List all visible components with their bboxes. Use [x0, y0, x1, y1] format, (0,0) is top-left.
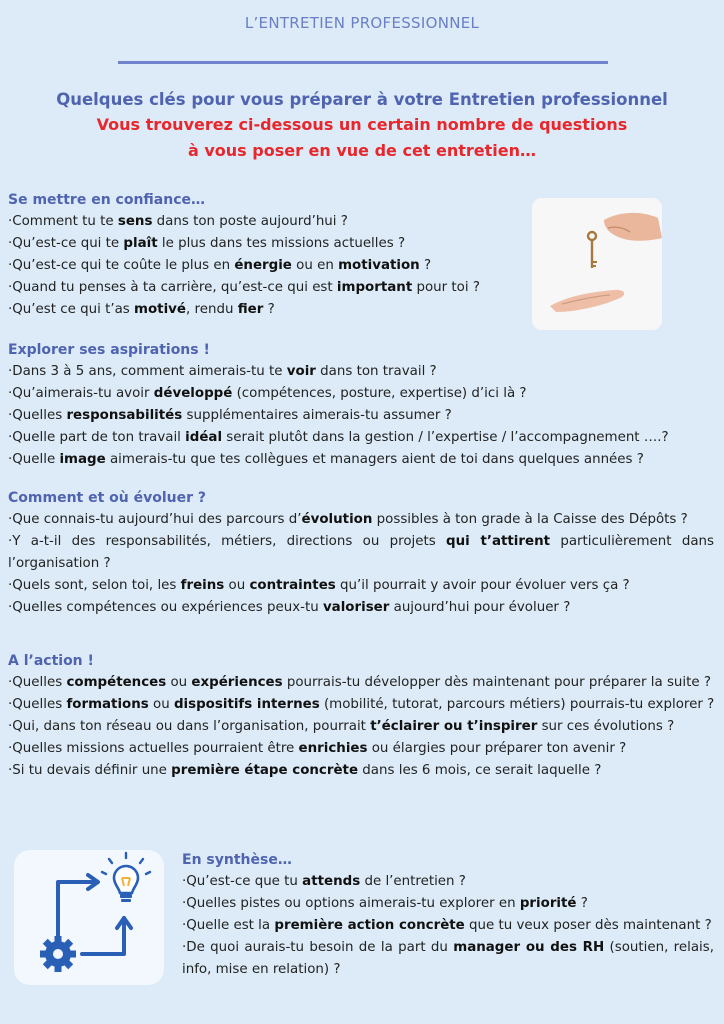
question-text: dans les 6 mois, ce serait laquelle ?	[358, 763, 602, 778]
question-text: serait plutôt dans la gestion / l’expertise / l’accompagnement ….?	[222, 430, 669, 445]
question-text: ·Quelles	[8, 697, 67, 712]
section-title: Comment et où évoluer ?	[8, 490, 207, 506]
keyword-emphasis: motivé	[134, 302, 186, 317]
lightbulb-gear-cycle-icon	[14, 850, 164, 985]
question-text: ·Qu’aimerais-tu avoir	[8, 386, 154, 401]
keyword-emphasis: évolution	[301, 512, 373, 527]
question-text: aujourd’hui pour évoluer ?	[389, 600, 571, 615]
question-text: ·Quelles	[8, 408, 67, 423]
question-text: pourrais-tu développer dès maintenant pour préparer la suite ?	[282, 675, 711, 690]
question-text: ·Comment tu te	[8, 214, 118, 229]
keyword-emphasis: image	[59, 452, 106, 467]
keyword-emphasis: plaît	[123, 236, 158, 251]
question-text: ?	[576, 896, 588, 911]
keyword-emphasis: important	[336, 280, 413, 295]
intro-heading: Quelques clés pour vous préparer à votre Entretien professionnel	[56, 90, 668, 109]
question-item	[8, 531, 714, 575]
keyword-emphasis: sens	[117, 214, 153, 229]
question-text: que tu veux poser dès maintenant ?	[464, 918, 712, 933]
document-header: L’ENTRETIEN PROFESSIONNEL	[244, 14, 480, 32]
question-item	[8, 672, 714, 694]
question-text: ·Quels sont, selon toi, les	[8, 578, 181, 593]
question-item	[8, 694, 714, 716]
section-title: En synthèse…	[182, 852, 292, 868]
keyword-emphasis: contraintes	[249, 578, 336, 593]
key-hand-illustration	[532, 198, 662, 330]
question-text: ·Qui, dans ton réseau ou dans l’organisation, pourrait	[8, 719, 371, 734]
question-text: possibles à ton grade à la Caisse des Dépôts ?	[372, 512, 688, 527]
question-item	[182, 871, 714, 893]
question-text: qu’il pourrait y avoir pour évoluer vers ça ?	[335, 578, 630, 593]
question-text: ou élargies pour préparer ton avenir ?	[367, 741, 627, 756]
section-title: Explorer ses aspirations !	[8, 342, 210, 358]
lightbulb-gear-icon-panel	[14, 850, 164, 985]
question-text: dans ton poste aujourd’hui ?	[152, 214, 348, 229]
question-text: ·Si tu devais définir une	[8, 763, 172, 778]
question-item	[8, 405, 714, 427]
section-title: Se mettre en confiance…	[8, 192, 205, 208]
keyword-emphasis: fier	[237, 302, 264, 317]
keyword-emphasis: priorité	[519, 896, 577, 911]
question-item	[8, 383, 714, 405]
question-text: ·Quelle	[8, 452, 60, 467]
question-item	[182, 893, 714, 915]
question-text: ?	[263, 302, 275, 317]
question-text: , rendu	[186, 302, 238, 317]
question-text: le plus dans tes missions actuelles ?	[157, 236, 406, 251]
question-text: de l’entretien ?	[360, 874, 466, 889]
question-item	[8, 449, 714, 471]
section-action	[8, 650, 714, 782]
question-text: pour toi ?	[412, 280, 480, 295]
keyword-emphasis: voir	[286, 364, 316, 379]
question-text: ·Quelle part de ton travail	[8, 430, 186, 445]
intro-block	[0, 88, 724, 164]
question-text: ou en	[291, 258, 339, 273]
question-item	[8, 509, 714, 531]
section-synthesis	[182, 849, 714, 981]
intro-subheading-line2: à vous poser en vue de cet entretien…	[187, 141, 537, 160]
hand-giving-key-photo	[532, 198, 662, 330]
keyword-emphasis: formations	[66, 697, 149, 712]
question-item	[8, 738, 714, 760]
question-text: ·Qu’est-ce qui te	[8, 236, 124, 251]
keyword-emphasis: t’éclairer ou t’inspirer	[370, 719, 538, 734]
intro-subheading-line1: Vous trouverez ci-dessous un certain nombre de questions	[96, 115, 628, 134]
keyword-emphasis: enrichies	[298, 741, 368, 756]
question-text: (compétences, posture, expertise) d’ici là ?	[232, 386, 527, 401]
keyword-emphasis: première action concrète	[274, 918, 465, 933]
keyword-emphasis: manager ou des RH	[453, 940, 605, 955]
question-item	[8, 597, 714, 619]
question-text: ·Quand tu penses à ta carrière, qu’est-ce qui est	[8, 280, 337, 295]
question-text: dans ton travail ?	[315, 364, 437, 379]
keyword-emphasis: expériences	[191, 675, 283, 690]
question-text: ·Qu’est-ce qui te coûte le plus en	[8, 258, 235, 273]
question-item	[8, 361, 714, 383]
question-text: ·Quelles pistes ou options aimerais-tu explorer en	[182, 896, 520, 911]
question-item	[182, 915, 714, 937]
question-text: ·Quelle est la	[182, 918, 275, 933]
keyword-emphasis: compétences	[66, 675, 167, 690]
question-item	[182, 937, 714, 981]
question-text: ·Dans 3 à 5 ans, comment aimerais-tu te	[8, 364, 287, 379]
question-text: ·Quelles	[8, 675, 67, 690]
keyword-emphasis: idéal	[185, 430, 223, 445]
header-divider	[118, 61, 608, 64]
keyword-emphasis: dispositifs internes	[173, 697, 320, 712]
question-text: ?	[419, 258, 432, 273]
question-text: (mobilité, tutorat, parcours métiers) pourrais-tu explorer ?	[319, 697, 715, 712]
keyword-emphasis: valoriser	[322, 600, 390, 615]
keyword-emphasis: attends	[302, 874, 361, 889]
keyword-emphasis: freins	[180, 578, 225, 593]
question-text: supplémentaires aimerais-tu assumer ?	[182, 408, 452, 423]
question-item	[8, 716, 714, 738]
section-aspirations	[8, 339, 714, 471]
keyword-emphasis: responsabilités	[66, 408, 183, 423]
section-title: A l’action !	[8, 653, 94, 669]
section-evolution	[8, 487, 714, 619]
question-text: ou	[166, 675, 192, 690]
question-text: ·Qu’est ce qui t’as	[8, 302, 135, 317]
question-text: (soutien, relais, info, mise en relation) ?	[182, 940, 715, 977]
question-text: ·Y a-t-il des responsabilités, métiers, directions ou projets	[8, 534, 447, 549]
question-item	[8, 575, 714, 597]
keyword-emphasis: première étape concrète	[171, 763, 359, 778]
keyword-emphasis: énergie	[234, 258, 292, 273]
keyword-emphasis: qui t’attirent	[446, 534, 551, 549]
question-text: ·Quelles missions actuelles pourraient être	[8, 741, 299, 756]
keyword-emphasis: développé	[153, 386, 233, 401]
question-text: ou	[224, 578, 250, 593]
question-item	[8, 760, 714, 782]
keyword-emphasis: motivation	[338, 258, 420, 273]
question-text: sur ces évolutions ?	[537, 719, 675, 734]
question-text: aimerais-tu que tes collègues et managers aient de toi dans quelques années ?	[105, 452, 644, 467]
question-item	[8, 427, 714, 449]
question-text: particulièrement dans l’organisation ?	[8, 534, 714, 571]
question-text: ·Quelles compétences ou expériences peux-tu	[8, 600, 323, 615]
question-text: ·Qu’est-ce que tu	[182, 874, 303, 889]
question-text: ou	[148, 697, 174, 712]
question-text: ·Que connais-tu aujourd’hui des parcours d’	[8, 512, 302, 527]
question-text: ·De quoi aurais-tu besoin de la part du	[182, 940, 454, 955]
